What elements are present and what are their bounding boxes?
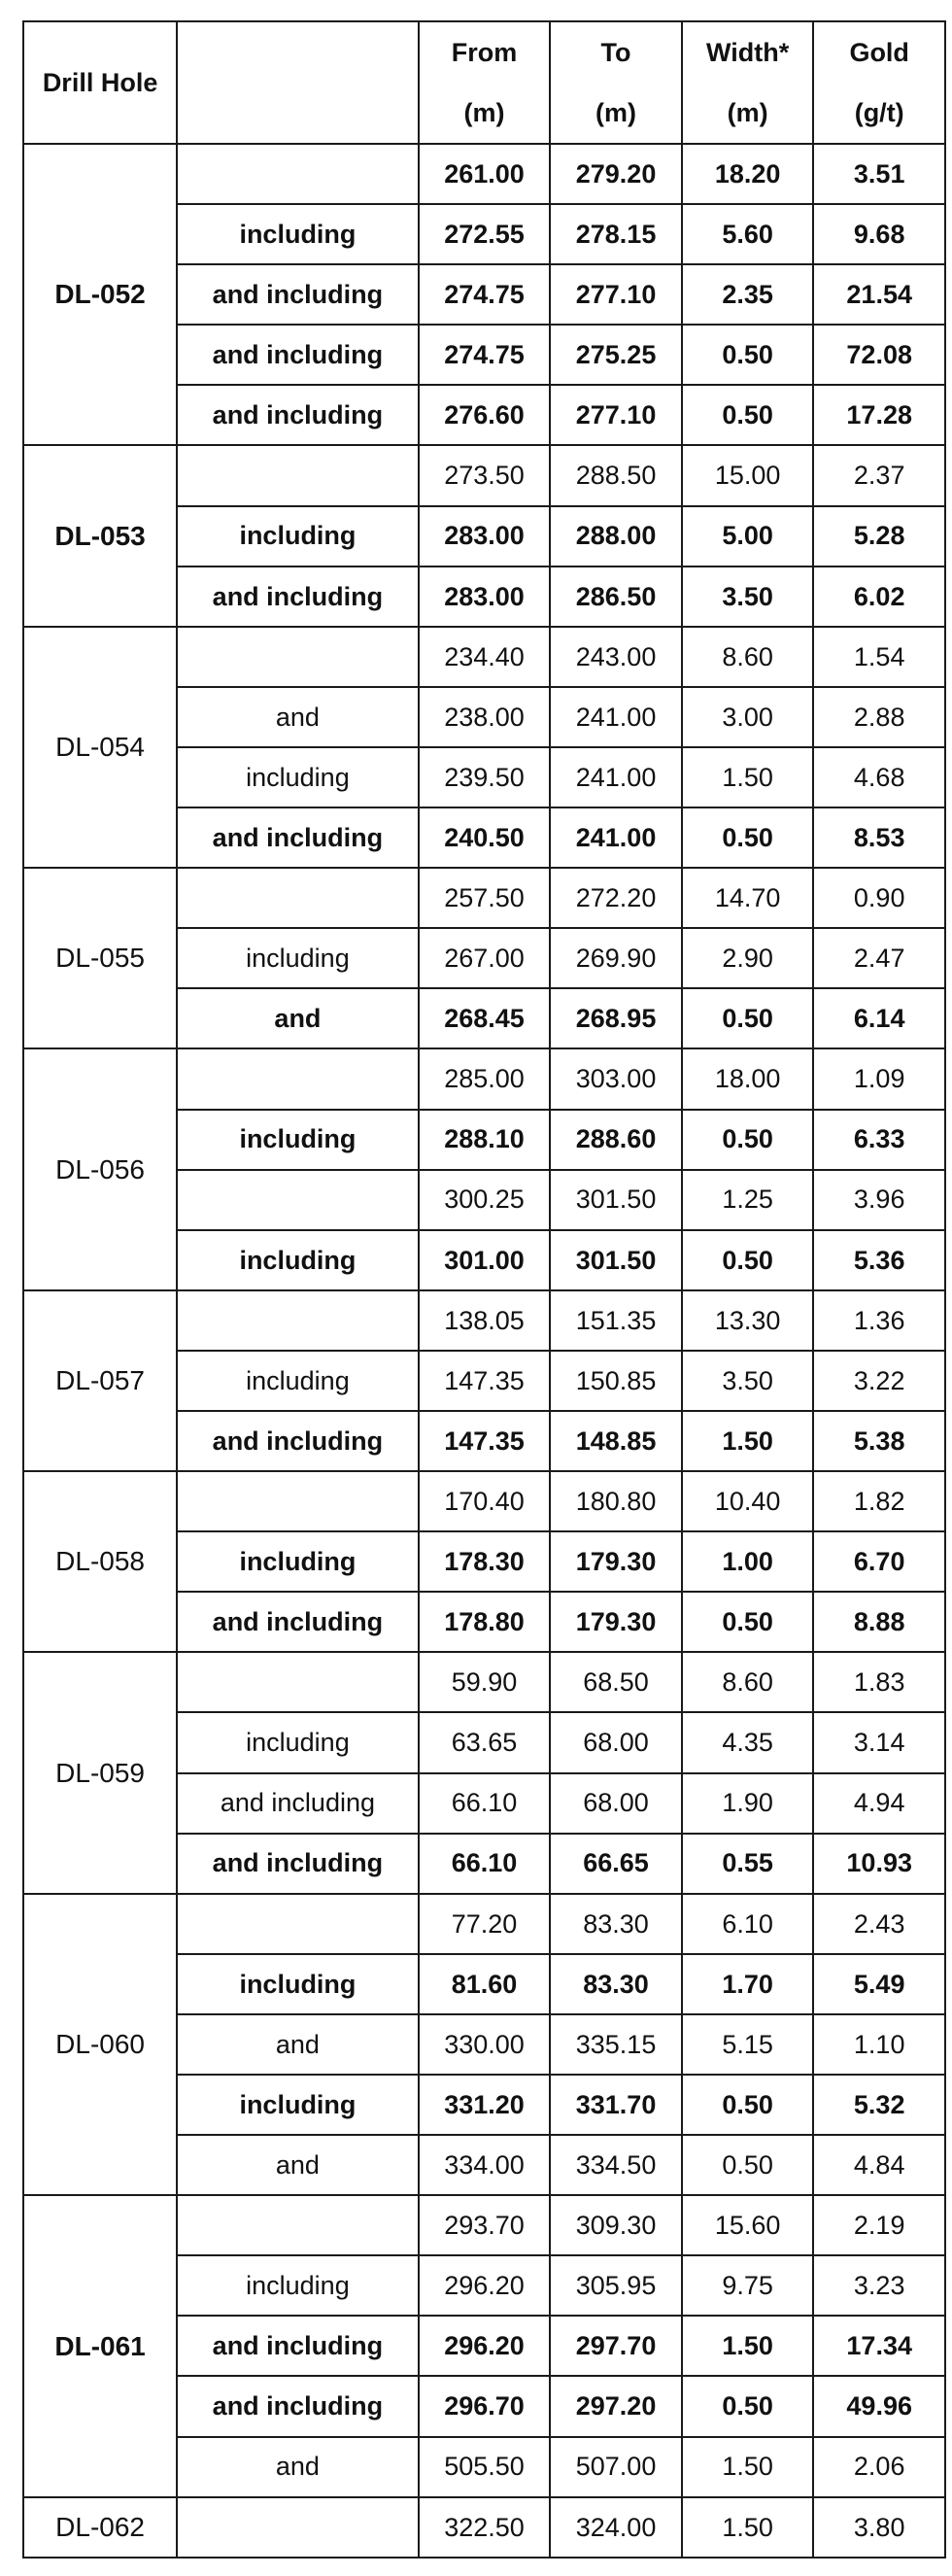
table-row — [23, 868, 945, 928]
gold-cell: 1.83 — [813, 1652, 945, 1712]
interval-qualifier-cell: and including — [177, 325, 419, 385]
interval-qualifier-cell: and including — [177, 567, 419, 627]
interval-qualifier-cell: and including — [177, 385, 419, 445]
from-cell: 296.20 — [419, 2255, 551, 2316]
from-cell: 331.20 — [419, 2075, 551, 2135]
interval-qualifier-cell: including — [177, 747, 419, 807]
gold-cell: 5.49 — [813, 1954, 945, 2014]
drill-results-table — [22, 20, 946, 2559]
to-cell: 68.50 — [550, 1652, 682, 1712]
to-cell: 279.20 — [550, 144, 682, 204]
interval-qualifier-cell — [177, 1471, 419, 1531]
width-cell: 1.50 — [682, 747, 814, 807]
width-cell: 0.55 — [682, 1834, 814, 1894]
drill-hole-cell: DL-052 — [23, 144, 177, 445]
gold-cell: 3.23 — [813, 2255, 945, 2316]
width-cell: 1.70 — [682, 1954, 814, 2014]
header-to-unit: (m) — [595, 98, 637, 127]
from-cell: 267.00 — [419, 928, 551, 988]
header-to — [550, 21, 682, 144]
from-cell: 334.00 — [419, 2135, 551, 2195]
table-row — [23, 1048, 945, 1109]
gold-cell: 17.34 — [813, 2316, 945, 2376]
gold-cell: 4.68 — [813, 747, 945, 807]
drill-hole-cell: DL-062 — [23, 2497, 177, 2558]
interval-qualifier-cell — [177, 627, 419, 687]
to-cell: 268.95 — [550, 988, 682, 1048]
header-width-label: Width* — [705, 38, 790, 67]
interval-qualifier-cell: including — [177, 1230, 419, 1290]
table-header — [23, 21, 945, 144]
interval-qualifier-cell: and including — [177, 1411, 419, 1471]
width-cell: 1.50 — [682, 1411, 814, 1471]
from-cell: 301.00 — [419, 1230, 551, 1290]
width-cell: 1.25 — [682, 1170, 814, 1230]
width-cell: 3.50 — [682, 567, 814, 627]
from-cell: 296.20 — [419, 2316, 551, 2376]
to-cell: 301.50 — [550, 1170, 682, 1230]
width-cell: 0.50 — [682, 2376, 814, 2436]
width-cell: 18.20 — [682, 144, 814, 204]
header-from-unit: (m) — [463, 98, 505, 127]
header-gold — [813, 21, 945, 144]
interval-qualifier-cell — [177, 868, 419, 928]
table-row — [23, 2195, 945, 2255]
gold-cell: 4.94 — [813, 1773, 945, 1834]
width-cell: 2.90 — [682, 928, 814, 988]
gold-cell: 1.10 — [813, 2014, 945, 2075]
to-cell: 288.50 — [550, 445, 682, 505]
gold-cell: 5.32 — [813, 2075, 945, 2135]
from-cell: 238.00 — [419, 687, 551, 747]
from-cell: 63.65 — [419, 1712, 551, 1772]
drill-hole-cell: DL-061 — [23, 2195, 177, 2496]
width-cell: 1.50 — [682, 2437, 814, 2497]
interval-qualifier-cell: and — [177, 2437, 419, 2497]
drill-hole-cell: DL-054 — [23, 627, 177, 868]
to-cell: 275.25 — [550, 325, 682, 385]
width-cell: 2.35 — [682, 264, 814, 325]
from-cell: 288.10 — [419, 1110, 551, 1170]
header-width — [682, 21, 814, 144]
interval-qualifier-cell: and including — [177, 2376, 419, 2436]
to-cell: 241.00 — [550, 747, 682, 807]
to-cell: 68.00 — [550, 1773, 682, 1834]
interval-qualifier-cell: and including — [177, 264, 419, 325]
to-cell: 334.50 — [550, 2135, 682, 2195]
width-cell: 15.60 — [682, 2195, 814, 2255]
from-cell: 147.35 — [419, 1411, 551, 1471]
from-cell: 178.80 — [419, 1592, 551, 1652]
from-cell: 261.00 — [419, 144, 551, 204]
from-cell: 147.35 — [419, 1351, 551, 1411]
width-cell: 8.60 — [682, 627, 814, 687]
gold-cell: 2.88 — [813, 687, 945, 747]
interval-qualifier-cell: and including — [177, 1834, 419, 1894]
table-body — [23, 144, 945, 2558]
interval-qualifier-cell — [177, 1652, 419, 1712]
interval-qualifier-cell: including — [177, 1712, 419, 1772]
header-width-unit: (m) — [727, 98, 768, 127]
interval-qualifier-cell: including — [177, 2075, 419, 2135]
gold-cell: 1.82 — [813, 1471, 945, 1531]
gold-cell: 49.96 — [813, 2376, 945, 2436]
to-cell: 150.85 — [550, 1351, 682, 1411]
from-cell: 272.55 — [419, 204, 551, 264]
drill-hole-cell: DL-059 — [23, 1652, 177, 1893]
width-cell: 0.50 — [682, 385, 814, 445]
interval-qualifier-cell: including — [177, 928, 419, 988]
interval-qualifier-cell: and including — [177, 807, 419, 868]
from-cell: 296.70 — [419, 2376, 551, 2436]
gold-cell: 3.96 — [813, 1170, 945, 1230]
from-cell: 234.40 — [419, 627, 551, 687]
gold-cell: 5.38 — [813, 1411, 945, 1471]
width-cell: 9.75 — [682, 2255, 814, 2316]
from-cell: 283.00 — [419, 567, 551, 627]
from-cell: 322.50 — [419, 2497, 551, 2558]
from-cell: 283.00 — [419, 506, 551, 567]
to-cell: 180.80 — [550, 1471, 682, 1531]
to-cell: 507.00 — [550, 2437, 682, 2497]
to-cell: 151.35 — [550, 1290, 682, 1351]
to-cell: 66.65 — [550, 1834, 682, 1894]
gold-cell: 2.37 — [813, 445, 945, 505]
to-cell: 297.70 — [550, 2316, 682, 2376]
from-cell: 239.50 — [419, 747, 551, 807]
from-cell: 276.60 — [419, 385, 551, 445]
interval-qualifier-cell: and including — [177, 2316, 419, 2376]
gold-cell: 6.33 — [813, 1110, 945, 1170]
gold-cell: 2.43 — [813, 1894, 945, 1954]
width-cell: 0.50 — [682, 2135, 814, 2195]
drill-hole-cell: DL-057 — [23, 1290, 177, 1471]
width-cell: 0.50 — [682, 988, 814, 1048]
table-row — [23, 2497, 945, 2558]
gold-cell: 6.02 — [813, 567, 945, 627]
gold-cell: 2.06 — [813, 2437, 945, 2497]
table-row — [23, 627, 945, 687]
header-drill-hole: Drill Hole — [23, 21, 177, 144]
to-cell: 324.00 — [550, 2497, 682, 2558]
width-cell: 1.50 — [682, 2497, 814, 2558]
interval-qualifier-cell: and including — [177, 1773, 419, 1834]
to-cell: 241.00 — [550, 687, 682, 747]
gold-cell: 4.84 — [813, 2135, 945, 2195]
from-cell: 273.50 — [419, 445, 551, 505]
interval-qualifier-cell — [177, 2497, 419, 2558]
from-cell: 170.40 — [419, 1471, 551, 1531]
to-cell: 335.15 — [550, 2014, 682, 2075]
gold-cell: 5.28 — [813, 506, 945, 567]
to-cell: 277.10 — [550, 385, 682, 445]
interval-qualifier-cell: including — [177, 204, 419, 264]
gold-cell: 2.19 — [813, 2195, 945, 2255]
to-cell: 288.00 — [550, 506, 682, 567]
width-cell: 0.50 — [682, 1230, 814, 1290]
from-cell: 274.75 — [419, 264, 551, 325]
width-cell: 3.50 — [682, 1351, 814, 1411]
header-gold-unit: (g/t) — [854, 98, 904, 127]
gold-cell: 1.09 — [813, 1048, 945, 1109]
gold-cell: 72.08 — [813, 325, 945, 385]
from-cell: 178.30 — [419, 1531, 551, 1592]
drill-hole-cell: DL-060 — [23, 1894, 177, 2195]
from-cell: 66.10 — [419, 1834, 551, 1894]
header-qualifier — [177, 21, 419, 144]
drill-hole-cell: DL-055 — [23, 868, 177, 1048]
gold-cell: 5.36 — [813, 1230, 945, 1290]
to-cell: 272.20 — [550, 868, 682, 928]
width-cell: 5.00 — [682, 506, 814, 567]
interval-qualifier-cell: and — [177, 687, 419, 747]
to-cell: 83.30 — [550, 1954, 682, 2014]
gold-cell: 8.53 — [813, 807, 945, 868]
to-cell: 309.30 — [550, 2195, 682, 2255]
to-cell: 331.70 — [550, 2075, 682, 2135]
table-row — [23, 1290, 945, 1351]
interval-qualifier-cell: including — [177, 1110, 419, 1170]
width-cell: 0.50 — [682, 807, 814, 868]
width-cell: 8.60 — [682, 1652, 814, 1712]
gold-cell: 8.88 — [813, 1592, 945, 1652]
from-cell: 268.45 — [419, 988, 551, 1048]
width-cell: 0.50 — [682, 1592, 814, 1652]
from-cell: 81.60 — [419, 1954, 551, 2014]
table-row — [23, 1652, 945, 1712]
width-cell: 0.50 — [682, 1110, 814, 1170]
drill-hole-cell: DL-058 — [23, 1471, 177, 1652]
from-cell: 77.20 — [419, 1894, 551, 1954]
width-cell: 1.90 — [682, 1773, 814, 1834]
gold-cell: 3.80 — [813, 2497, 945, 2558]
header-from — [419, 21, 551, 144]
interval-qualifier-cell — [177, 445, 419, 505]
to-cell: 179.30 — [550, 1531, 682, 1592]
gold-cell: 1.36 — [813, 1290, 945, 1351]
width-cell: 15.00 — [682, 445, 814, 505]
drill-hole-cell: DL-053 — [23, 445, 177, 626]
gold-cell: 0.90 — [813, 868, 945, 928]
width-cell: 4.35 — [682, 1712, 814, 1772]
to-cell: 148.85 — [550, 1411, 682, 1471]
interval-qualifier-cell: including — [177, 1954, 419, 2014]
from-cell: 274.75 — [419, 325, 551, 385]
from-cell: 66.10 — [419, 1773, 551, 1834]
width-cell: 0.50 — [682, 2075, 814, 2135]
to-cell: 179.30 — [550, 1592, 682, 1652]
drill-hole-cell: DL-056 — [23, 1048, 177, 1289]
interval-qualifier-cell — [177, 1290, 419, 1351]
header-row — [23, 21, 945, 144]
interval-qualifier-cell — [177, 2195, 419, 2255]
gold-cell: 17.28 — [813, 385, 945, 445]
from-cell: 293.70 — [419, 2195, 551, 2255]
to-cell: 286.50 — [550, 567, 682, 627]
width-cell: 5.15 — [682, 2014, 814, 2075]
from-cell: 240.50 — [419, 807, 551, 868]
from-cell: 285.00 — [419, 1048, 551, 1109]
interval-qualifier-cell: and — [177, 2014, 419, 2075]
interval-qualifier-cell: and — [177, 2135, 419, 2195]
to-cell: 297.20 — [550, 2376, 682, 2436]
gold-cell: 21.54 — [813, 264, 945, 325]
header-from-label: From — [451, 38, 518, 67]
interval-qualifier-cell — [177, 1894, 419, 1954]
width-cell: 5.60 — [682, 204, 814, 264]
from-cell: 505.50 — [419, 2437, 551, 2497]
to-cell: 277.10 — [550, 264, 682, 325]
gold-cell: 3.22 — [813, 1351, 945, 1411]
table-row — [23, 445, 945, 505]
from-cell: 330.00 — [419, 2014, 551, 2075]
gold-cell: 3.51 — [813, 144, 945, 204]
gold-cell: 10.93 — [813, 1834, 945, 1894]
gold-cell: 2.47 — [813, 928, 945, 988]
interval-qualifier-cell: including — [177, 2255, 419, 2316]
from-cell: 257.50 — [419, 868, 551, 928]
interval-qualifier-cell — [177, 1170, 419, 1230]
width-cell: 13.30 — [682, 1290, 814, 1351]
table-row — [23, 144, 945, 204]
to-cell: 83.30 — [550, 1894, 682, 1954]
interval-qualifier-cell: and including — [177, 1592, 419, 1652]
to-cell: 305.95 — [550, 2255, 682, 2316]
gold-cell: 9.68 — [813, 204, 945, 264]
to-cell: 241.00 — [550, 807, 682, 868]
width-cell: 10.40 — [682, 1471, 814, 1531]
from-cell: 59.90 — [419, 1652, 551, 1712]
gold-cell: 1.54 — [813, 627, 945, 687]
table-row — [23, 1471, 945, 1531]
gold-cell: 6.14 — [813, 988, 945, 1048]
width-cell: 1.00 — [682, 1531, 814, 1592]
to-cell: 243.00 — [550, 627, 682, 687]
interval-qualifier-cell: including — [177, 506, 419, 567]
from-cell: 300.25 — [419, 1170, 551, 1230]
from-cell: 138.05 — [419, 1290, 551, 1351]
to-cell: 288.60 — [550, 1110, 682, 1170]
to-cell: 278.15 — [550, 204, 682, 264]
interval-qualifier-cell: including — [177, 1351, 419, 1411]
width-cell: 14.70 — [682, 868, 814, 928]
to-cell: 301.50 — [550, 1230, 682, 1290]
width-cell: 3.00 — [682, 687, 814, 747]
table-row — [23, 1894, 945, 1954]
width-cell: 0.50 — [682, 325, 814, 385]
interval-qualifier-cell — [177, 1048, 419, 1109]
header-to-label: To — [600, 38, 631, 67]
interval-qualifier-cell — [177, 144, 419, 204]
width-cell: 1.50 — [682, 2316, 814, 2376]
header-gold-label: Gold — [849, 38, 909, 67]
width-cell: 18.00 — [682, 1048, 814, 1109]
to-cell: 68.00 — [550, 1712, 682, 1772]
to-cell: 269.90 — [550, 928, 682, 988]
width-cell: 6.10 — [682, 1894, 814, 1954]
gold-cell: 3.14 — [813, 1712, 945, 1772]
gold-cell: 6.70 — [813, 1531, 945, 1592]
interval-qualifier-cell: including — [177, 1531, 419, 1592]
interval-qualifier-cell: and — [177, 988, 419, 1048]
to-cell: 303.00 — [550, 1048, 682, 1109]
